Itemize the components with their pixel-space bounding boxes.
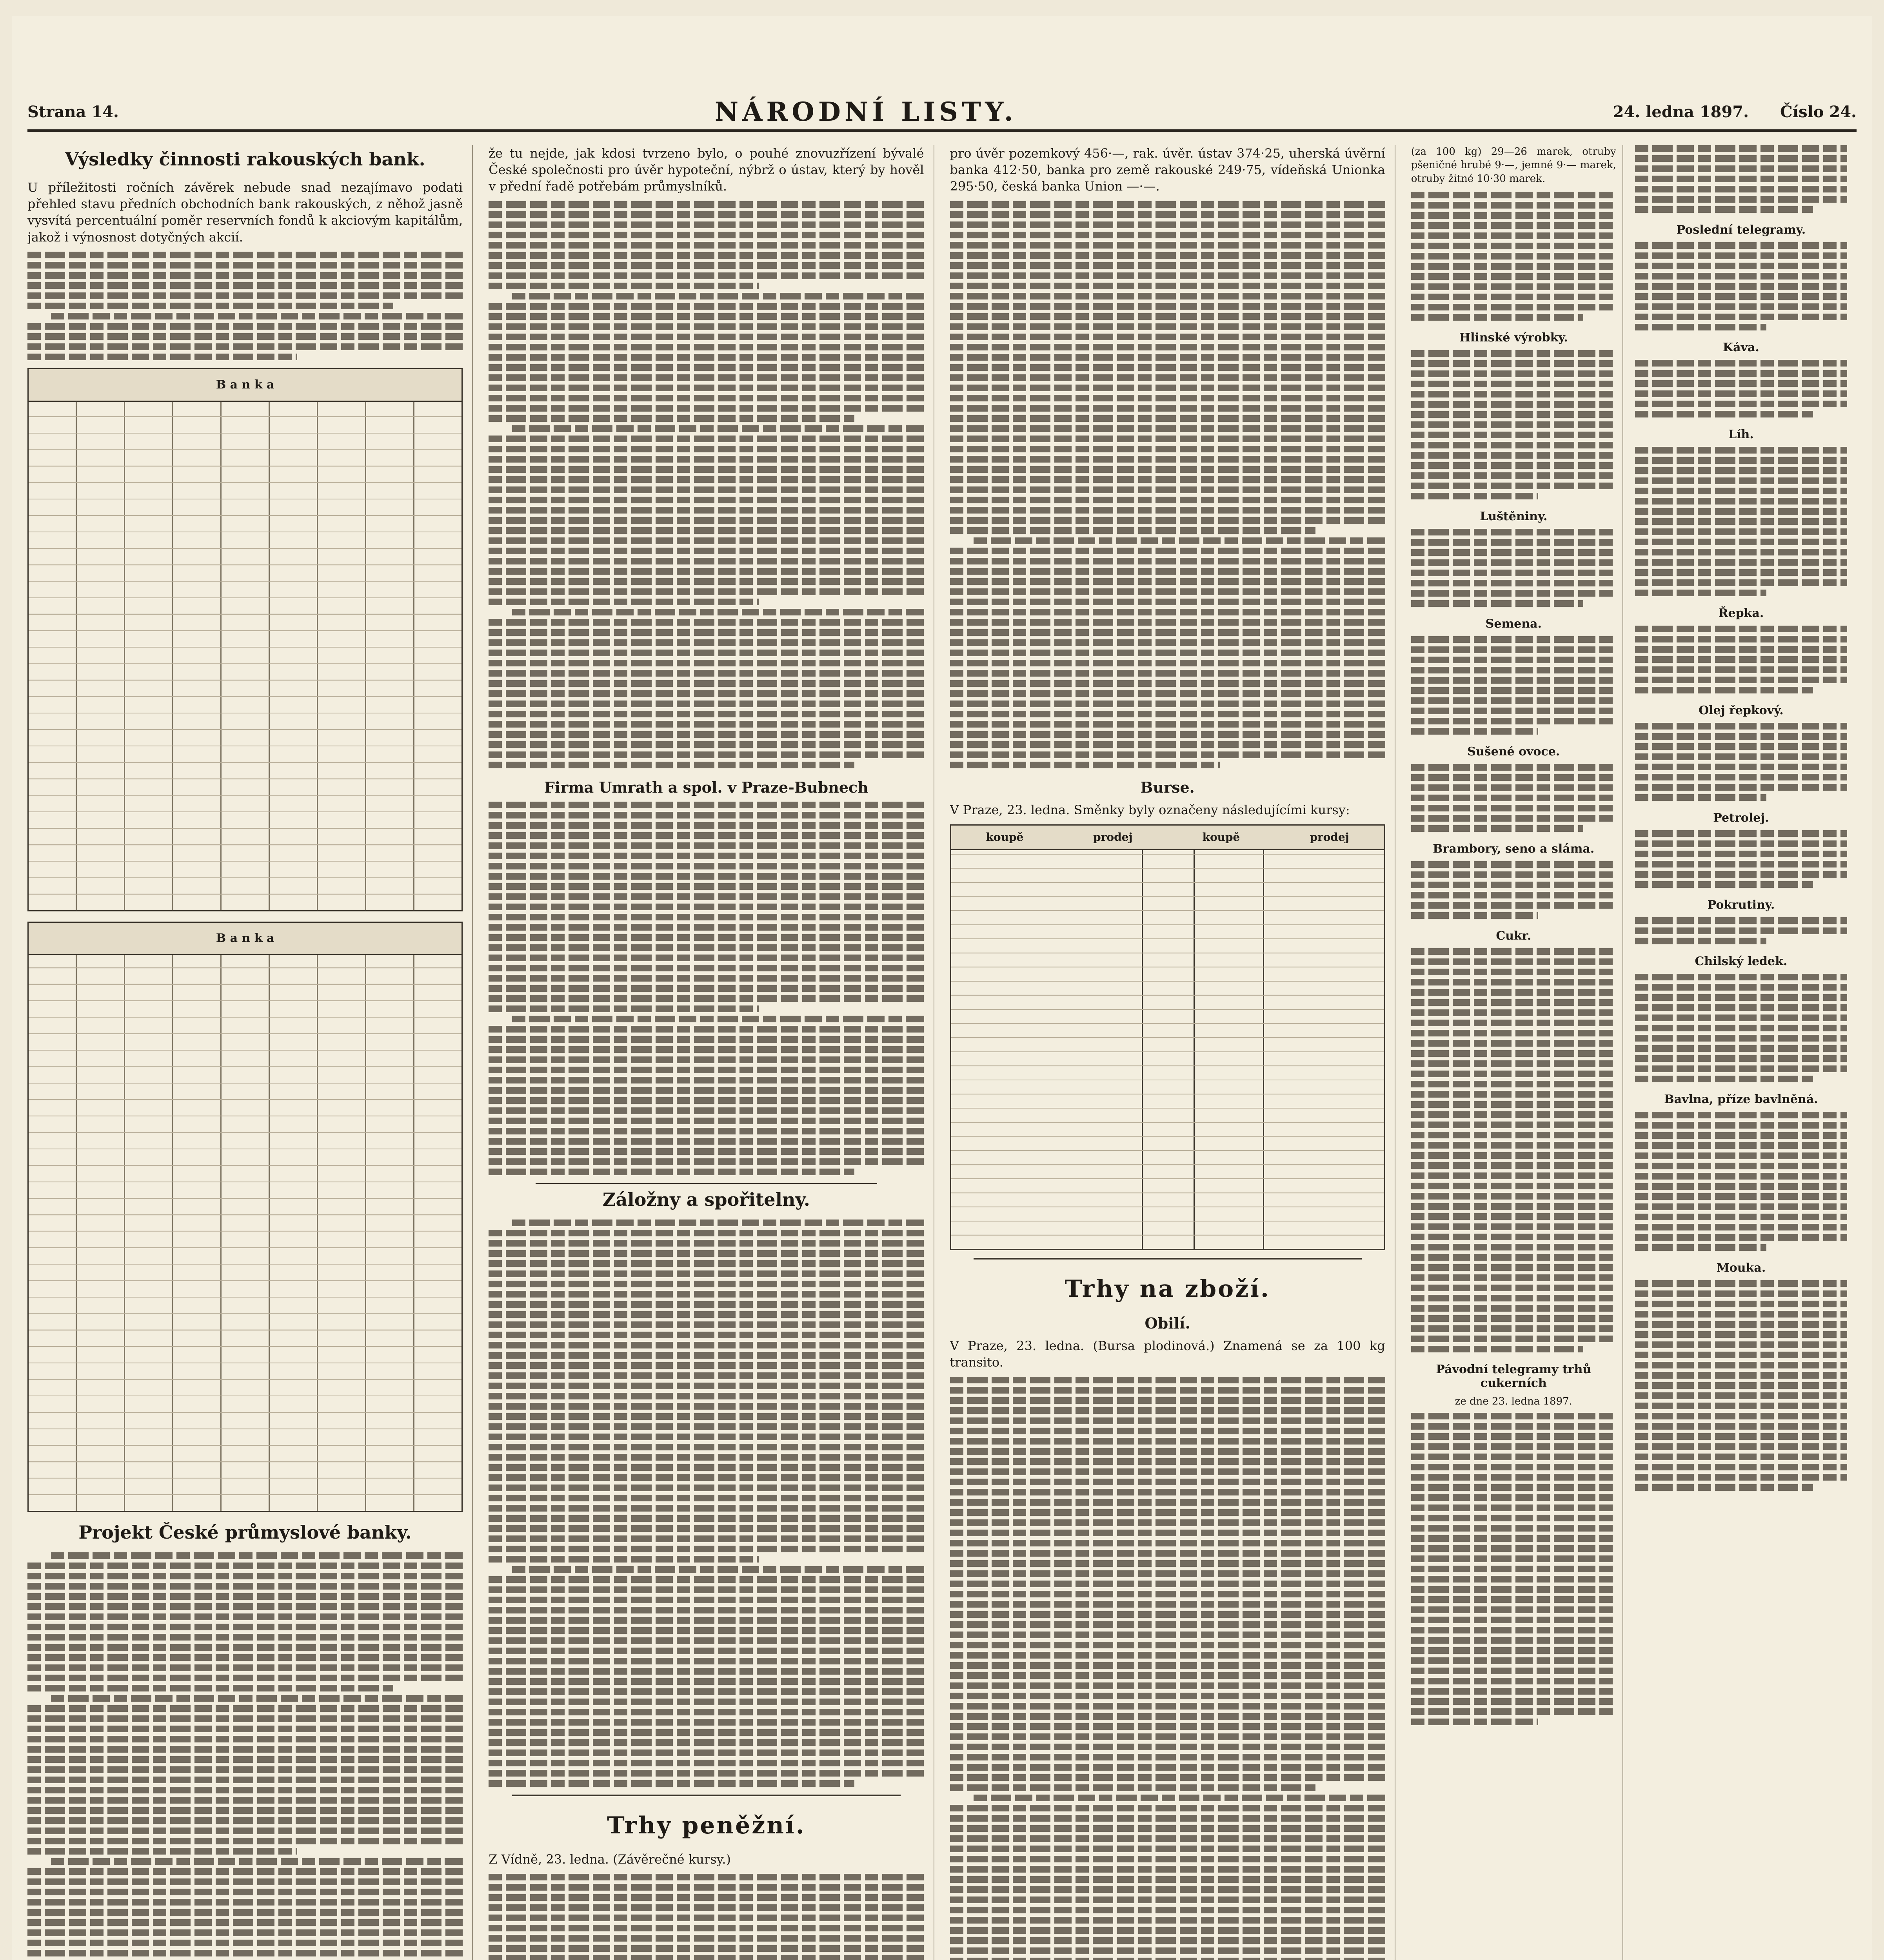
sugar-telegrams-body (1411, 1413, 1616, 1725)
article-title-oilcake: Pokrutiny. (1707, 898, 1775, 912)
article-title-exchange: Burse. (1140, 778, 1195, 796)
petroleum-body (1635, 830, 1847, 888)
rapeseed-oil-body (1635, 723, 1847, 801)
article-title-petroleum: Petrolej. (1713, 811, 1769, 825)
article-title-cotton: Bavlna, příze bavlněná. (1664, 1093, 1818, 1106)
column-4 (1411, 145, 1857, 1960)
article-body-umrath (489, 802, 924, 1175)
bank-results-table-header: B a n k a (29, 369, 461, 402)
article-title-potatoes: Brambory, seno a sláma. (1433, 842, 1595, 856)
bank-results-table (27, 368, 463, 911)
last-telegrams-body (1635, 242, 1847, 330)
grain-continued-body (1411, 192, 1616, 321)
exchange-price-table-header (951, 826, 1384, 850)
legumes-body (1411, 529, 1616, 607)
column-header-sell: prodej (1093, 831, 1133, 844)
flour-body (1635, 1280, 1847, 1491)
column-4b (1635, 145, 1847, 1960)
article-body-banks (27, 252, 463, 360)
bank-dividends-table (27, 922, 463, 1512)
article-title-last-telegrams: Poslední telegramy. (1676, 223, 1806, 237)
page-number: Strana 14. (27, 102, 119, 121)
article-title-grain: Obilí. (1145, 1314, 1190, 1332)
article-title-flour: Mouka. (1716, 1261, 1766, 1275)
issue-info (1613, 103, 1857, 121)
article-title-savings: Záložny a spořitelny. (602, 1189, 810, 1210)
money-markets-body (489, 1874, 924, 1960)
column-header-sell: prodej (1310, 831, 1349, 844)
issue-number: Číslo 24. (1780, 102, 1857, 121)
column-3 (950, 145, 1395, 1960)
newspaper-page (12, 16, 1872, 1960)
column-header-buy: koupě (1202, 831, 1240, 844)
article-title-coffee: Káva. (1723, 341, 1759, 354)
section-title-money-markets: Trhy peněžní. (607, 1811, 806, 1839)
article-title-banks: Výsledky činnosti rakouských bank. (65, 149, 425, 170)
stock-quotes-body (950, 201, 1385, 768)
divider (512, 1795, 900, 1796)
grain-lede: V Praze, 23. ledna. (Bursa plodinová.) Znamená se za 100 kg transito. (950, 1338, 1385, 1370)
potatoes-body (1411, 861, 1616, 919)
article-body-industrial-bank (27, 1552, 463, 1960)
article-title-sugar: Cukr. (1496, 929, 1532, 943)
column-header-buy: koupě (986, 831, 1024, 844)
article-title-hlinske: Hlinské výrobky. (1459, 330, 1568, 345)
article-title-seeds: Semena. (1485, 617, 1542, 631)
column-1 (27, 145, 473, 1960)
article-title-spirits: Líh. (1728, 428, 1754, 441)
rapeseed-body (1635, 626, 1847, 693)
flour-prices-body (1635, 145, 1847, 213)
divider (974, 1258, 1362, 1259)
column-4a (1411, 145, 1623, 1960)
article-title-rapeseed-oil: Olej řepkový. (1699, 704, 1784, 717)
article-title-rapeseed: Řepka. (1718, 606, 1764, 620)
article-title-umrath: Firma Umrath a spol. v Praze-Bubnech (544, 778, 868, 796)
columns (27, 145, 1857, 1960)
cotton-body (1635, 1112, 1847, 1251)
article-body-savings (489, 1220, 924, 1787)
exchange-lede: V Praze, 23. ledna. Směnky byly označeny následujícími kursy: (950, 802, 1350, 817)
stock-quotes-lede: pro úvěr pozemkový 456·—, rak. úvěr. ústav 374·25, uherská úvěrní banka 412·50, banka pro země rakouské 249·75, vídeňská Unionka 295·50, česká banka Union —·—. (950, 146, 1385, 194)
masthead: NÁRODNÍ LISTY. (714, 96, 1017, 127)
article-title-legumes: Luštěniny. (1480, 509, 1548, 523)
article-lede-banks: U příležitosti ročních závěrek nebude snad nezajímavo podati přehled stavu předních obchodních bank rakouských, z něhož jasně vysvítá percentuální poměr reservních fondů k akciovým kapitálům, jakož i výnosnost dotyčných akcií. (27, 180, 463, 245)
divider (536, 1183, 877, 1184)
bank-dividends-table-header: B a n k a (29, 923, 461, 955)
sugar-telegrams-date: ze dne 23. ledna 1897. (1455, 1395, 1572, 1407)
seeds-body (1411, 636, 1616, 735)
article-title-industrial-bank: Projekt České průmyslové banky. (78, 1521, 412, 1543)
oilcake-body (1635, 917, 1847, 944)
grain-body (950, 1377, 1385, 1960)
grain-continued-lede: (za 100 kg) 29—26 marek, otruby pšeničné hrubé 9·—, jemné 9·— marek, otruby žitné 10·30 marek. (1411, 146, 1616, 185)
column-2 (489, 145, 934, 1960)
section-title-goods-markets: Trhy na zboží. (1065, 1275, 1270, 1303)
article-title-dried-fruit: Sušené ovoce. (1467, 744, 1560, 759)
article-body-mortgage (489, 201, 924, 768)
money-markets-lede: Z Vídně, 23. ledna. (Závěrečné kursy.) (489, 1851, 731, 1867)
dried-fruit-body (1411, 764, 1616, 832)
issue-date: 24. ledna 1897. (1613, 102, 1749, 121)
article-title-saltpeter: Chilský ledek. (1695, 955, 1788, 968)
saltpeter-body (1635, 974, 1847, 1082)
article-title-sugar-telegrams: Pávodní telegramy trhů cukerních (1436, 1362, 1591, 1390)
sugar-body (1411, 948, 1616, 1352)
spirits-body (1635, 447, 1847, 596)
article-lede-mortgage: že tu nejde, jak kdosi tvrzeno bylo, o pouhé znovuzřízení bývalé České společnosti pro úvěr hypoteční, nýbrž o ústav, který by hověl v přední řadě potřebám průmyslníků. (489, 146, 924, 194)
hlinske-body (1411, 350, 1616, 499)
running-head (27, 94, 1857, 132)
exchange-price-table (950, 824, 1385, 1250)
coffee-body (1635, 360, 1847, 417)
